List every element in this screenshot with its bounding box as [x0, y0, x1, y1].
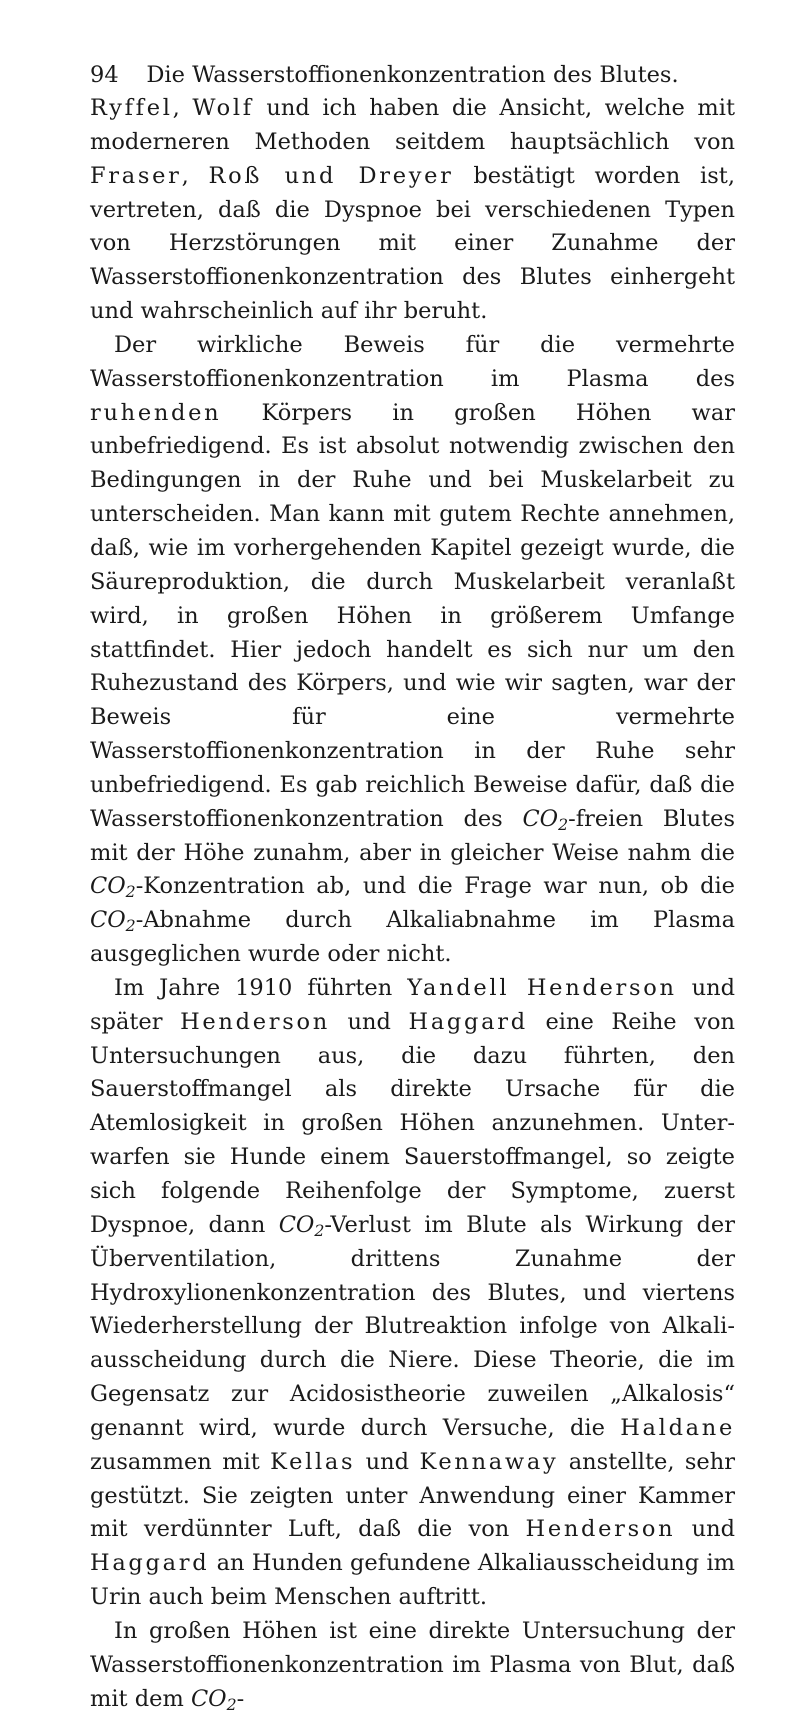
paragraph — [90, 972, 735, 1615]
chemical-formula: $CO_2$ — [522, 805, 569, 834]
chemical-formula: $CO_2$ — [90, 907, 136, 936]
chemical-formula: $CO_2$ — [278, 1211, 325, 1240]
author-name: Henderson — [525, 1516, 676, 1543]
author-name: Kennaway — [419, 1448, 559, 1475]
page-number: 94 — [90, 62, 119, 88]
text-run: Der wirkliche Beweis für die vermehrte Wasserstoffionenkonzentration im Plasma des — [90, 331, 735, 392]
text-run: -freien Blutes mit der Höhe zunahm, aber in gleicher Weise nahm die — [90, 805, 736, 866]
text-run: und ich haben die Ansicht, welche mit moderneren Methoden seitdem hauptsächlich von — [90, 95, 735, 155]
text-run: an Hunden gefundene Alkaliausscheidung im Urin auch beim Menschen auftritt. — [90, 1550, 735, 1611]
author-name: Roß und Dreyer — [208, 162, 454, 189]
text-run: eine Reihe von Untersuchungen aus, die dazu führten, den Sauerstoffmangel als direkte Ursache für die Atemlosigkeit in großen Höhen anzunehmen. Unterwarfen sie Hunde einem Sauerstoffmangel, so zeigte sich folgende Reihenfolge der Symptome, zuerst Dyspnoe, dann — [90, 1008, 735, 1238]
author-name: Haggard — [408, 1008, 528, 1035]
chemical-formula: $CO_2$ — [190, 1685, 237, 1714]
author-name: Ryffel — [90, 95, 173, 121]
paragraph — [90, 92, 735, 329]
author-name: Fraser — [90, 162, 182, 189]
text-run: In großen Höhen ist eine direkte Untersuchung der Wasserstoffionenkonzentration im Plasma von Blut, daß mit dem — [90, 1617, 735, 1712]
page-header — [90, 58, 735, 92]
paragraph — [90, 1615, 735, 1717]
text-run: -Konzentration ab, und die Frage war nun, ob die — [135, 873, 735, 900]
body-text — [90, 92, 735, 1717]
author-name: Wolf — [192, 95, 254, 121]
text-run: und — [355, 1448, 420, 1475]
text-run: und — [329, 1008, 409, 1035]
text-run: zusammen mit — [90, 1448, 271, 1475]
running-title: Die Wasserstoffionenkonzentration des Blutes. — [146, 62, 679, 88]
text-run: bestätigt worden ist, vertreten, daß die Dyspnoe bei verschiedenen Typen von Herzstörungen mit einer Zunahme der Wasserstoffionenkonzentration des Blutes einhergeht und wahrscheinlich auf ihr beruht. — [90, 162, 735, 325]
chemical-formula: $CO_2$ — [90, 873, 136, 902]
author-name: Haldane — [620, 1414, 735, 1441]
text-run: und später — [90, 974, 735, 1035]
text-run: -Verlust im Blute als Wirkung der Überventilation, drittens Zunahme der Hydroxylionenkonzentration des Blutes, und viertens Wiederherstellung der Blutreaktion infolge von Alkaliausscheidung durch die Niere. Diese Theorie, die im Gegensatz zur Acidosistheorie zuweilen „Alkalosis“ genannt wird, wurde durch Versuche, die — [90, 1211, 736, 1441]
author-name: Haggard — [90, 1550, 210, 1577]
author-name: Yandell Henderson — [407, 974, 677, 1001]
text-run: anstellte, sehr gestützt. Sie zeigten unter Anwendung einer Kammer mit verdünnter Luft, daß die von — [90, 1448, 735, 1543]
author-name: Henderson — [180, 1008, 330, 1035]
text-run: , — [181, 162, 209, 189]
text-run: Im Jahre 1910 führten — [114, 974, 408, 1001]
paragraph — [90, 329, 735, 972]
text-run: - — [236, 1685, 245, 1712]
author-name: ruhenden — [90, 399, 222, 426]
text-run: und — [675, 1516, 735, 1543]
text-run: Körpers in großen Höhen war unbefriedigend. Es ist absolut notwendig zwischen den Bedingungen in der Ruhe und bei Muskelarbeit zu unterscheiden. Man kann mit gutem Rechte annehmen, daß, wie im vorhergehenden Kapitel gezeigt wurde, die Säureproduktion, die durch Muskelarbeit veranlaßt wird, in großen Höhen in größerem Umfange stattfindet. Hier jedoch handelt es sich nur um den Ruhezustand des Körpers, und wie wir sagten, war der Beweis für eine vermehrte Wasserstoffionenkonzentration in der Ruhe sehr unbefriedigend. Es gab reichlich Beweise dafür, daß die Wasserstoffionenkonzentration des — [90, 399, 735, 832]
text-run: -Abnahme durch Alkaliabnahme im Plasma ausgeglichen wurde oder nicht. — [90, 907, 735, 968]
author-name: Kellas — [270, 1448, 356, 1475]
text-run: , — [172, 95, 193, 121]
